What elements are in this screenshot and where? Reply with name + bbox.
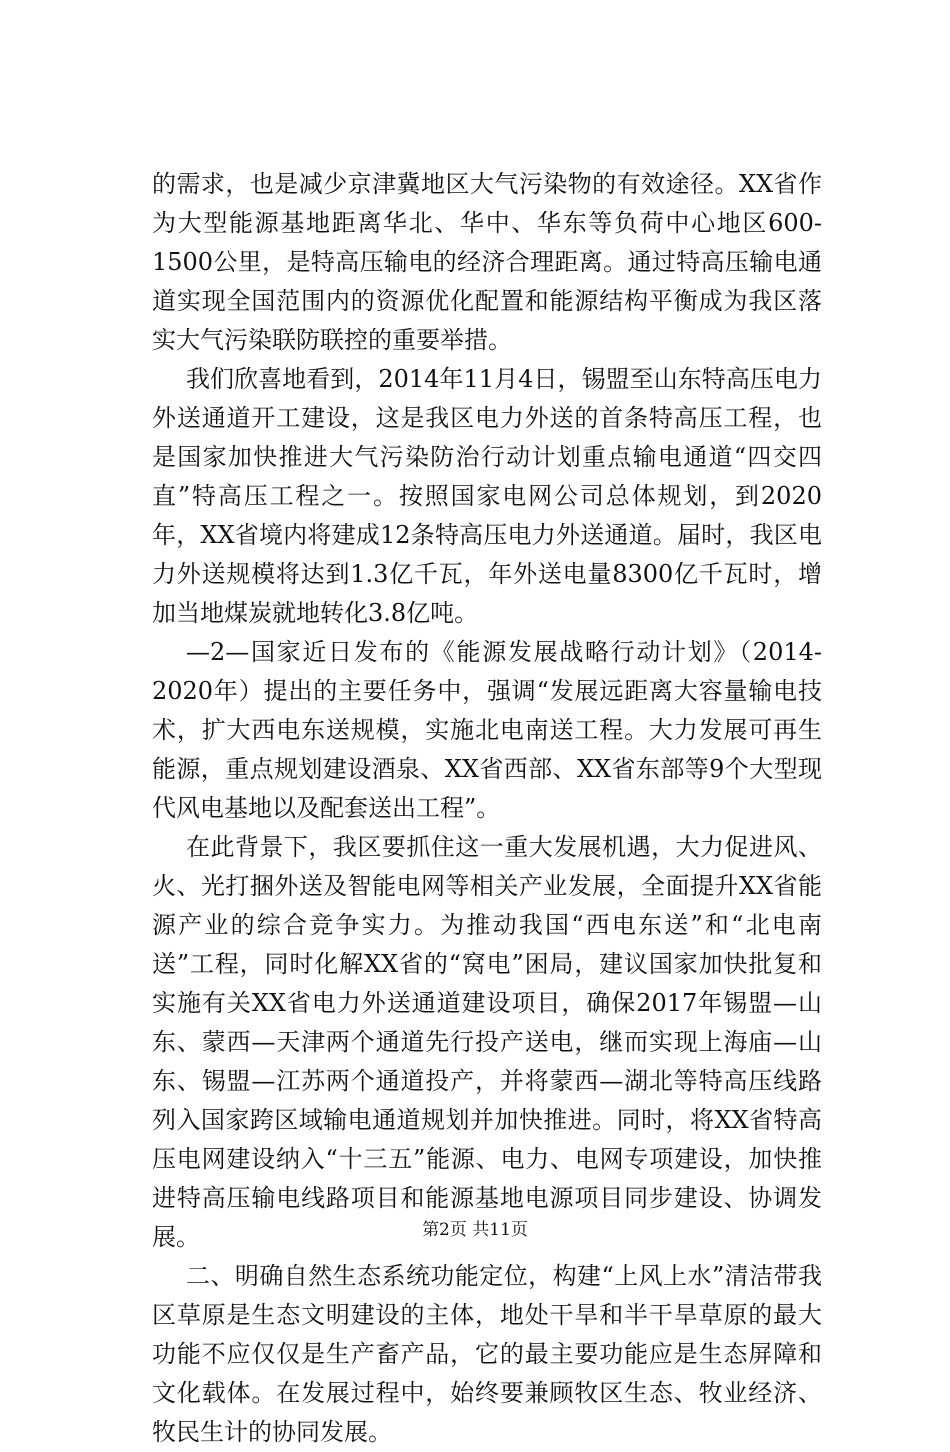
- paragraph-xilinmeng-project: 我们欣喜地看到，2014年11月4日，锡盟至山东特高压电力外送通道开工建设，这是我区电力外送的首条特高压工程，也是国家加快推进大气污染防治行动计划重点输电通道“四交四直”特高压工程之一。按照国家电网公司总体规划，到2020年，XX省境内将建成12条特高压电力外送通道。届时，我区电力外送规模将达到1.3亿千瓦，年外送电量8300亿千瓦时，增加当地煤炭就地转化3.8亿吨。: [152, 365, 822, 627]
- page-number-footer: 第2页 共11页: [422, 1220, 528, 1240]
- paragraph-background: 在此背景下，我区要抓住这一重大发展机遇，大力促进风、火、光打捆外送及智能电网等相关产业发展，全面提升XX省能源产业的综合竞争实力。为推动我国“西电东送”和“北电南送”工程，同时化解XX省的“窝电”困局，建议国家加快批复和实施有关XX省电力外送通道建设项目，确保2017年锡盟—山东、蒙西—天津两个通道先行投产送电，继而实现上海庙—山东、锡盟—江苏两个通道投产，并将蒙西—湖北等特高压线路列入国家跨区域输电通道规划并加快推进。同时，将XX省特高压电网建设纳入“十三五”能源、电力、电网专项建设，加快推进特高压输电线路项目和能源基地电源项目同步建设、协调发展。: [152, 833, 822, 1251]
- paragraph-energy-plan: —2—国家近日发布的《能源发展战略行动计划》（2014-2020年）提出的主要任务中，强调“发展远距离大容量输电技术，扩大西电东送规模，实施北电南送工程。大力发展可再生能源，重点规划建设酒泉、XX省西部、XX省东部等9个大型现代风电基地以及配套送出工程”。: [152, 638, 822, 822]
- paragraph-continuation: 的需求，也是减少京津冀地区大气污染物的有效途径。XX省作为大型能源基地距离华北、华中、华东等负荷中心地区600-1500公里，是特高压输电的经济合理距离。通过特高压输电通道实现全国范围内的资源优化配置和能源结构平衡成为我区落实大气污染联防联控的重要举措。: [152, 170, 822, 354]
- document-body: [152, 165, 822, 1452]
- paragraph-ecology: 二、明确自然生态系统功能定位，构建“上风上水”清洁带我区草原是生态文明建设的主体，地处干旱和半干旱草原的最大功能不应仅仅是生产畜产品，它的最主要功能应是生态屏障和文化载体。在发展过程中，始终要兼顾牧区生态、牧业经济、牧民生计的协同发展。: [152, 1262, 822, 1446]
